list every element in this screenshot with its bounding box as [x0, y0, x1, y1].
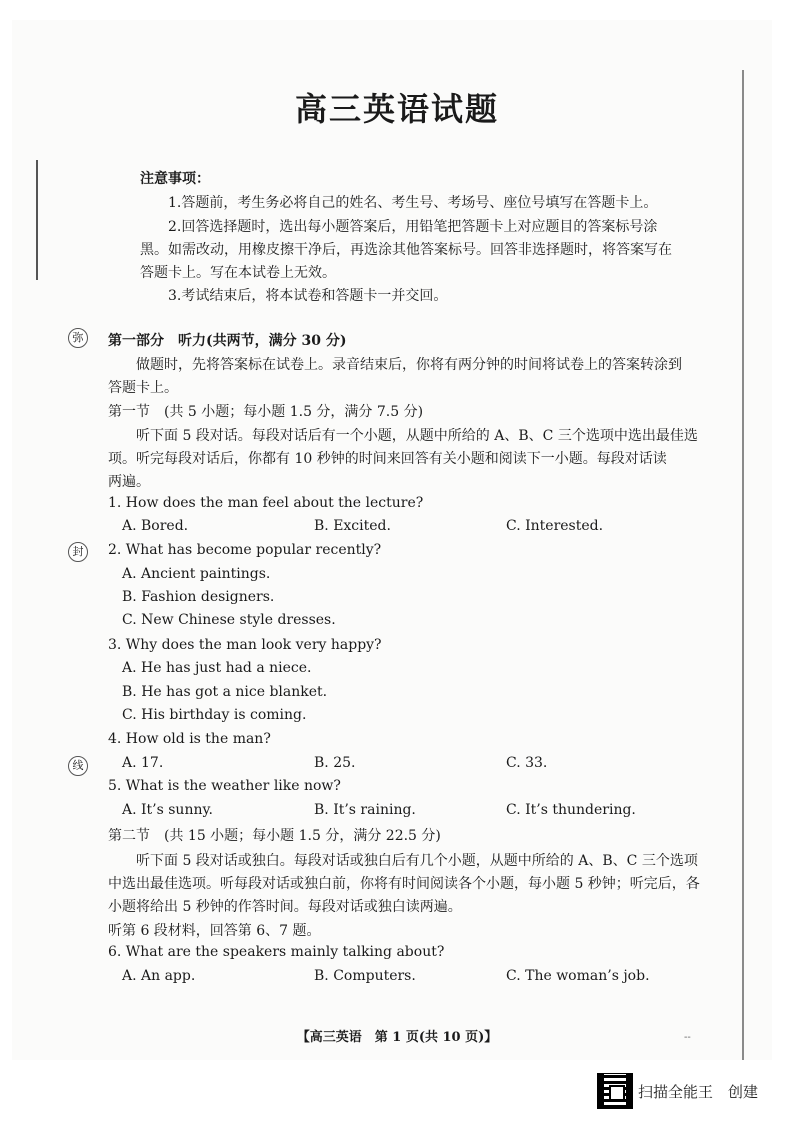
part1-intro-line: 做题时，先将答案标在试卷上。录音结束后，你将有两分钟的时间将试卷上的答案转涂到: [136, 357, 682, 373]
q2-option-b[interactable]: B. Fashion designers.: [122, 589, 275, 605]
notice-line: 黑。如需改动，用橡皮擦干净后，再选涂其他答案标号。回答非选择题时，将答案写在: [140, 242, 672, 258]
question-6: 6. What are the speakers mainly talking about?: [108, 944, 445, 960]
side-mark-xian: 线: [68, 756, 88, 776]
q3-option-a[interactable]: A. He has just had a niece.: [122, 660, 312, 676]
notice-heading: 注意事项：: [140, 171, 210, 187]
page-footer: 【高三英语 第 1 页(共 10 页)】: [296, 1030, 498, 1045]
question-4: 4. How old is the man?: [108, 731, 271, 747]
q1-option-c[interactable]: C. Interested.: [506, 518, 604, 534]
question-1: 1. How does the man feel about the lecture?: [108, 495, 424, 511]
q5-option-b[interactable]: B. It’s raining.: [314, 802, 416, 818]
q2-option-a[interactable]: A. Ancient paintings.: [122, 566, 271, 582]
side-mark-feng: 封: [68, 542, 88, 562]
section1-heading: 第一节 (共 5 小题；每小题 1.5 分，满分 7.5 分): [108, 404, 424, 420]
notice-line: 答题卡上。写在本试卷上无效。: [140, 265, 336, 281]
notice-line: 2.回答选择题时，选出每小题答案后，用铅笔把答题卡上对应题目的答案标号涂: [168, 219, 658, 235]
scanner-watermark: 扫描全能王 创建: [638, 1083, 759, 1101]
left-edge-line: [36, 160, 38, 280]
qr-code-icon: [597, 1073, 633, 1109]
q3-option-b[interactable]: B. He has got a nice blanket.: [122, 684, 328, 700]
footer-mark: --: [684, 1032, 691, 1043]
page-title: 高三英语试题: [294, 90, 499, 128]
q3-option-c[interactable]: C. His birthday is coming.: [122, 707, 307, 723]
q4-option-c[interactable]: C. 33.: [506, 755, 548, 771]
question-2: 2. What has become popular recently?: [108, 542, 382, 558]
section1-instruction: 听下面 5 段对话。每段对话后有一个小题，从题中所给的 A、B、C 三个选项中选出最佳选: [136, 428, 698, 444]
q6-option-a[interactable]: A. An app.: [122, 968, 196, 984]
part1-intro-line: 答题卡上。: [108, 380, 178, 396]
q1-option-a[interactable]: A. Bored.: [122, 518, 189, 534]
section1-instruction: 两遍。: [108, 474, 150, 490]
q5-option-a[interactable]: A. It’s sunny.: [122, 802, 213, 818]
q6-option-c[interactable]: C. The woman’s job.: [506, 968, 650, 984]
notice-line: 1.答题前，考生务必将自己的姓名、考生号、考场号、座位号填写在答题卡上。: [168, 195, 658, 211]
section1-instruction: 项。听完每段对话后，你都有 10 秒钟的时间来回答有关小题和阅读下一小题。每段对话读: [108, 451, 667, 467]
q4-option-a[interactable]: A. 17.: [122, 755, 164, 771]
material-note: 听第 6 段材料，回答第 6、7 题。: [108, 923, 321, 939]
q6-option-b[interactable]: B. Computers.: [314, 968, 416, 984]
notice-line: 3.考试结束后，将本试卷和答题卡一并交回。: [168, 288, 448, 304]
section2-instruction: 中选出最佳选项。听每段对话或独白前，你将有时间阅读各个小题，每小题 5 秒钟；听完后，各: [108, 876, 700, 892]
part1-heading: 第一部分 听力(共两节，满分 30 分): [108, 333, 347, 349]
q4-option-b[interactable]: B. 25.: [314, 755, 356, 771]
q5-option-c[interactable]: C. It’s thundering.: [506, 802, 636, 818]
section2-instruction: 小题将给出 5 秒钟的作答时间。每段对话或独白读两遍。: [108, 899, 462, 915]
q1-option-b[interactable]: B. Excited.: [314, 518, 391, 534]
question-5: 5. What is the weather like now?: [108, 778, 341, 794]
right-edge-line: [742, 70, 744, 1060]
section2-instruction: 听下面 5 段对话或独白。每段对话或独白后有几个小题，从题中所给的 A、B、C 三个选项: [136, 853, 698, 869]
question-3: 3. Why does the man look very happy?: [108, 637, 382, 653]
side-mark-mi: 弥: [68, 328, 88, 348]
section2-heading: 第二节 (共 15 小题；每小题 1.5 分，满分 22.5 分): [108, 828, 441, 844]
q2-option-c[interactable]: C. New Chinese style dresses.: [122, 612, 336, 628]
